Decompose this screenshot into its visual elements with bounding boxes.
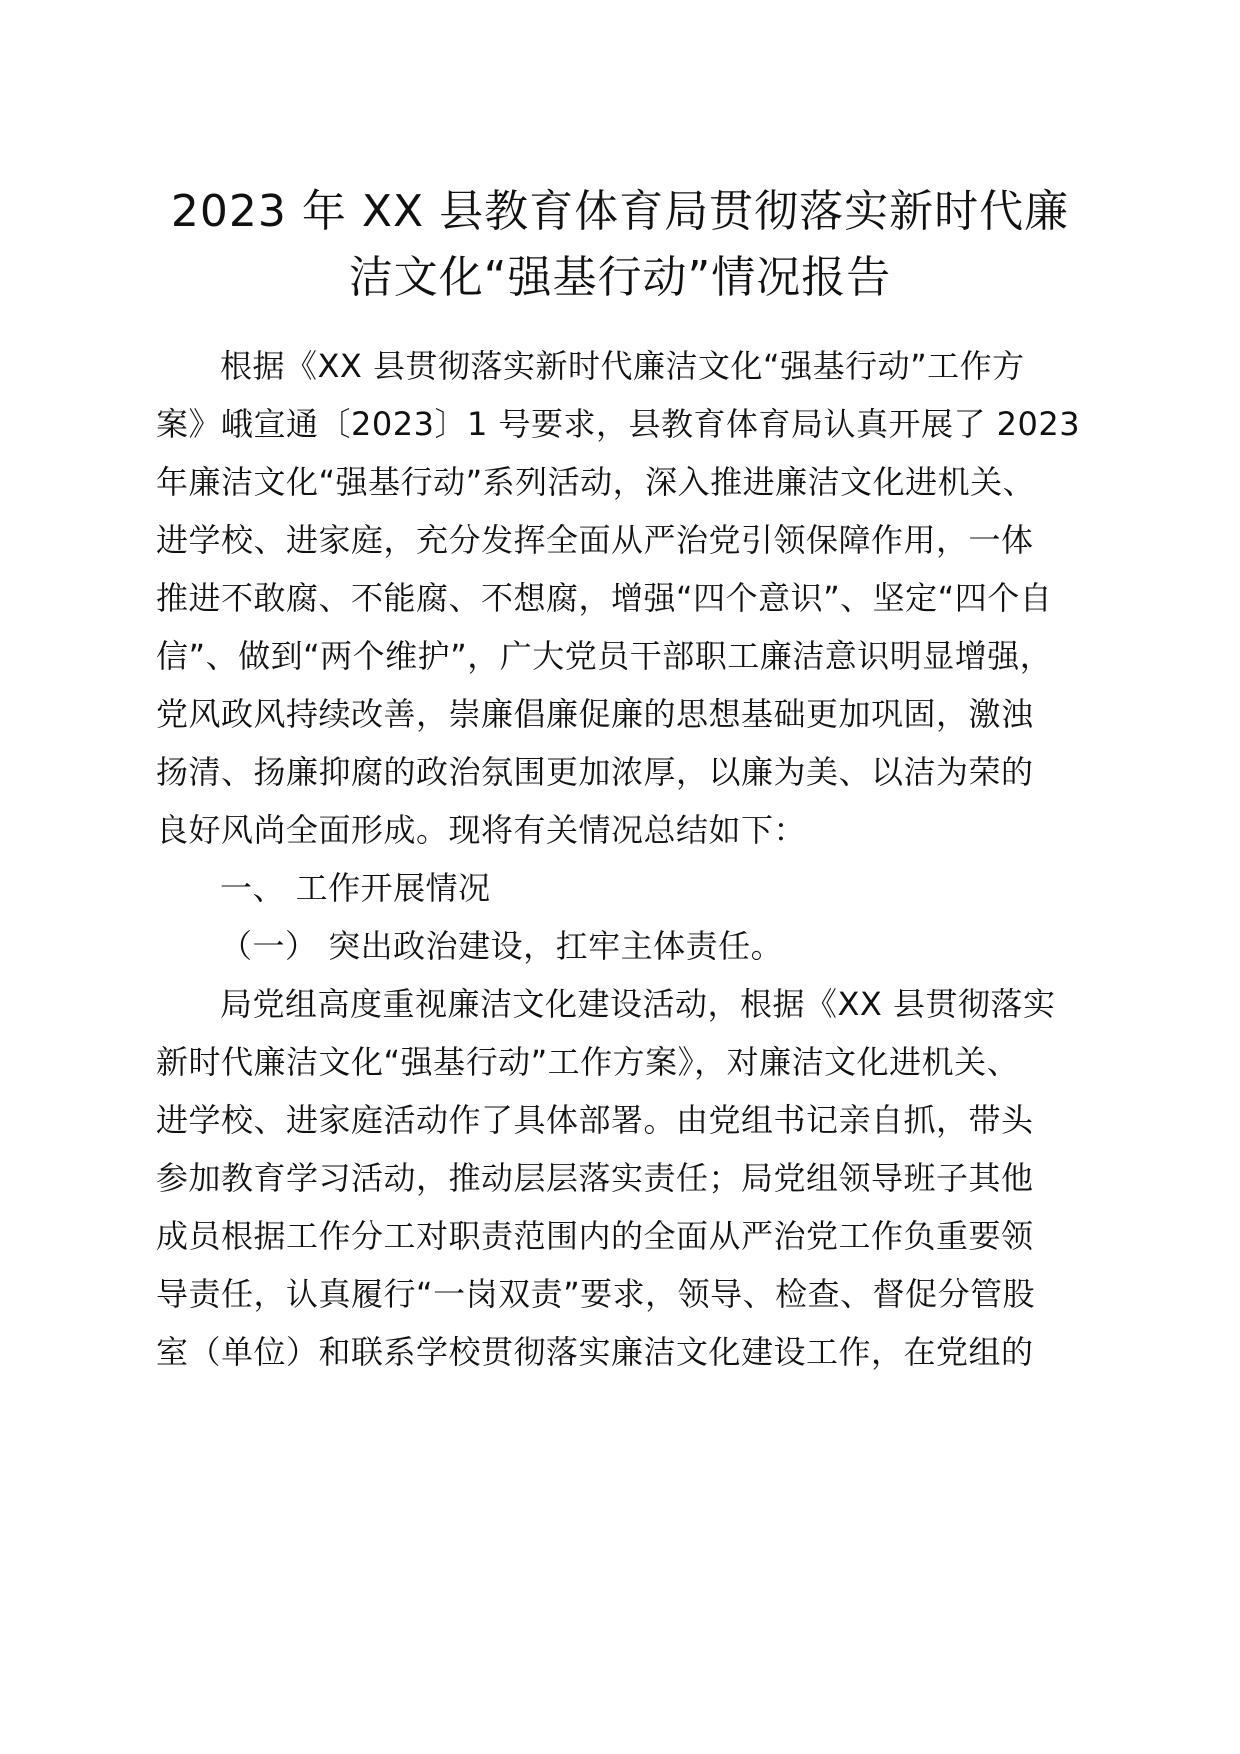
document-title-line-2: 洁文化“强基行动”情况报告 — [348, 252, 892, 303]
body-line: 新时代廉洁文化“强基行动”工作方案》，对廉洁文化进机关、 — [156, 1043, 1020, 1081]
body-line: 推进不敢腐、不能腐、不想腐，增强“四个意识”、坚定“四个自 — [156, 579, 1053, 617]
body-line: 年廉洁文化“强基行动”系列活动，深入推进廉洁文化进机关、 — [156, 463, 1036, 501]
body-line: 参加教育学习活动，推动层层落实责任；局党组领导班子其他 — [156, 1159, 1034, 1197]
body-line: 室（单位）和联系学校贯彻落实廉洁文化建设工作，在党组的 — [156, 1333, 1034, 1371]
body-line: 案》峨宣通〔2023〕1 号要求，县教育体育局认真开展了 2023 — [156, 405, 1081, 443]
body-line: 根据《XX 县贯彻落实新时代廉洁文化“强基行动”工作方 — [220, 347, 1025, 385]
section-heading: 一、 工作开展情况 — [220, 869, 491, 907]
body-line: 成员根据工作分工对职责范围内的全面从严治党工作负重要领 — [156, 1217, 1034, 1255]
body-line: 进学校、进家庭活动作了具体部署。由党组书记亲自抓，带头 — [156, 1101, 1034, 1139]
subsection-heading: （一） 突出政治建设，扛牢主体责任。 — [220, 927, 784, 965]
body-line: 进学校、进家庭，充分发挥全面从严治党引领保障作用，一体 — [156, 521, 1034, 559]
body-line: 党风政风持续改善，崇廉倡廉促廉的思想基础更加巩固，激浊 — [156, 695, 1034, 733]
body-line: 扬清、扬廉抑腐的政治氛围更加浓厚，以廉为美、以洁为荣的 — [156, 753, 1034, 791]
body-line: 导责任，认真履行“一岗双责”要求，领导、检查、督促分管股 — [156, 1275, 1036, 1313]
document-title-line-1: 2023 年 XX 县教育体育局贯彻落实新时代廉 — [170, 186, 1070, 237]
body-line: 良好风尚全面形成。现将有关情况总结如下： — [156, 811, 807, 849]
body-line: 信”、做到“两个维护”，广大党员干部职工廉洁意识明显增强， — [156, 637, 1053, 675]
body-line: 局党组高度重视廉洁文化建设活动，根据《XX 县贯彻落实 — [220, 985, 1056, 1023]
